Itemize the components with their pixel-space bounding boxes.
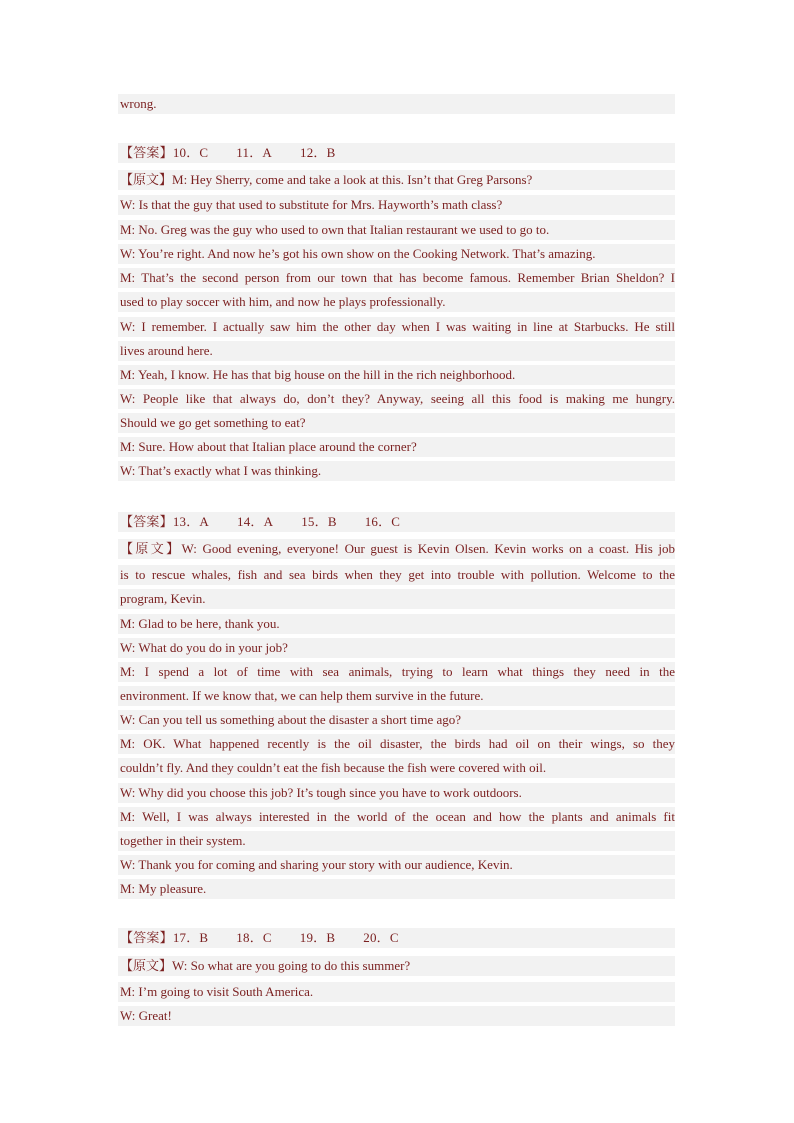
transcript-tag: 【原文】 <box>120 541 182 556</box>
transcript-text: M: Hey Sherry, come and take a look at this. Isn’t that Greg Parsons? <box>172 172 533 187</box>
text-line: M: Sure. How about that Italian place around the corner? <box>118 437 675 457</box>
text-line: environment. If we know that, we can help them survive in the future. <box>118 686 675 706</box>
text-line: together in their system. <box>118 831 675 851</box>
answer-item: 10．C <box>172 145 209 160</box>
text-line: wrong. <box>118 94 675 114</box>
text-line: is to rescue whales, fish and sea birds when they get into trouble with pollution. Welcome to the <box>118 565 675 585</box>
text-line: M: OK. What happened recently is the oil disaster, the birds had oil on their wings, so they <box>118 734 675 754</box>
text-line: M: My pleasure. <box>118 879 675 899</box>
answer-item: 11．A <box>236 145 273 160</box>
text-line: W: Thank you for coming and sharing your story with our audience, Kevin. <box>118 855 675 875</box>
answer-line <box>118 512 675 532</box>
answer-tag: 【答案】 <box>120 514 173 529</box>
text-line: W: That’s exactly what I was thinking. <box>118 461 675 481</box>
answer-tag: 【答案】 <box>120 145 173 160</box>
transcript-text: W: So what are you going to do this summer? <box>172 958 411 973</box>
text-line: used to play soccer with him, and now he plays professionally. <box>118 292 675 312</box>
text-line: W: People like that always do, don’t they? Anyway, seeing all this food is making me hungry. <box>118 389 675 409</box>
answer-item: 15．B <box>301 514 337 529</box>
text-line: M: I spend a lot of time with sea animals, trying to learn what things they need in the <box>118 662 675 682</box>
transcript-tag: 【原文】 <box>120 172 173 187</box>
text-line: M: No. Greg was the guy who used to own that Italian restaurant we used to go to. <box>118 220 675 240</box>
answer-item: 19．B <box>299 930 336 945</box>
answer-item: 18．C <box>236 930 272 945</box>
text-line: W: Is that the guy that used to substitute for Mrs. Hayworth’s math class? <box>118 195 675 215</box>
answer-line <box>118 143 675 163</box>
answer-item: 16．C <box>364 514 401 529</box>
text-line: M: Well, I was always interested in the world of the ocean and how the plants and animals fit <box>118 807 675 827</box>
transcript-first-line <box>118 956 675 976</box>
transcript-first-line <box>118 539 675 559</box>
answer-item: 14．A <box>237 514 274 529</box>
text-line: W: Great! <box>118 1006 675 1026</box>
text-line: Should we go get something to eat? <box>118 413 675 433</box>
text-line: W: What do you do in your job? <box>118 638 675 658</box>
transcript-text: W: Good evening, everyone! Our guest is Kevin Olsen. Kevin works on a coast. His job <box>181 541 675 556</box>
text-line: W: Why did you choose this job? It’s tough since you have to work outdoors. <box>118 783 675 803</box>
text-line: couldn’t fly. And they couldn’t eat the fish because the fish were covered with oil. <box>118 758 675 778</box>
text-line: M: Glad to be here, thank you. <box>118 614 675 634</box>
answer-item: 13．A <box>172 514 210 529</box>
answer-item: 17．B <box>172 930 209 945</box>
answer-item: 20．C <box>363 930 399 945</box>
text-line: W: I remember. I actually saw him the other day when I was waiting in line at Starbucks. He still <box>118 317 675 337</box>
answer-tag: 【答案】 <box>120 930 173 945</box>
text-line: lives around here. <box>118 341 675 361</box>
answer-item: 12．B <box>300 145 336 160</box>
text-line: M: Yeah, I know. He has that big house on the hill in the rich neighborhood. <box>118 365 675 385</box>
text-line: W: Can you tell us something about the disaster a short time ago? <box>118 710 675 730</box>
text-line: W: You’re right. And now he’s got his own show on the Cooking Network. That’s amazing. <box>118 244 675 264</box>
text-line: M: I’m going to visit South America. <box>118 982 675 1002</box>
text-line: M: That’s the second person from our town that has become famous. Remember Brian Sheldon? I <box>118 268 675 288</box>
text-line: program, Kevin. <box>118 589 675 609</box>
transcript-tag: 【原文】 <box>120 958 173 973</box>
transcript-first-line <box>118 170 675 190</box>
answer-line <box>118 928 675 948</box>
